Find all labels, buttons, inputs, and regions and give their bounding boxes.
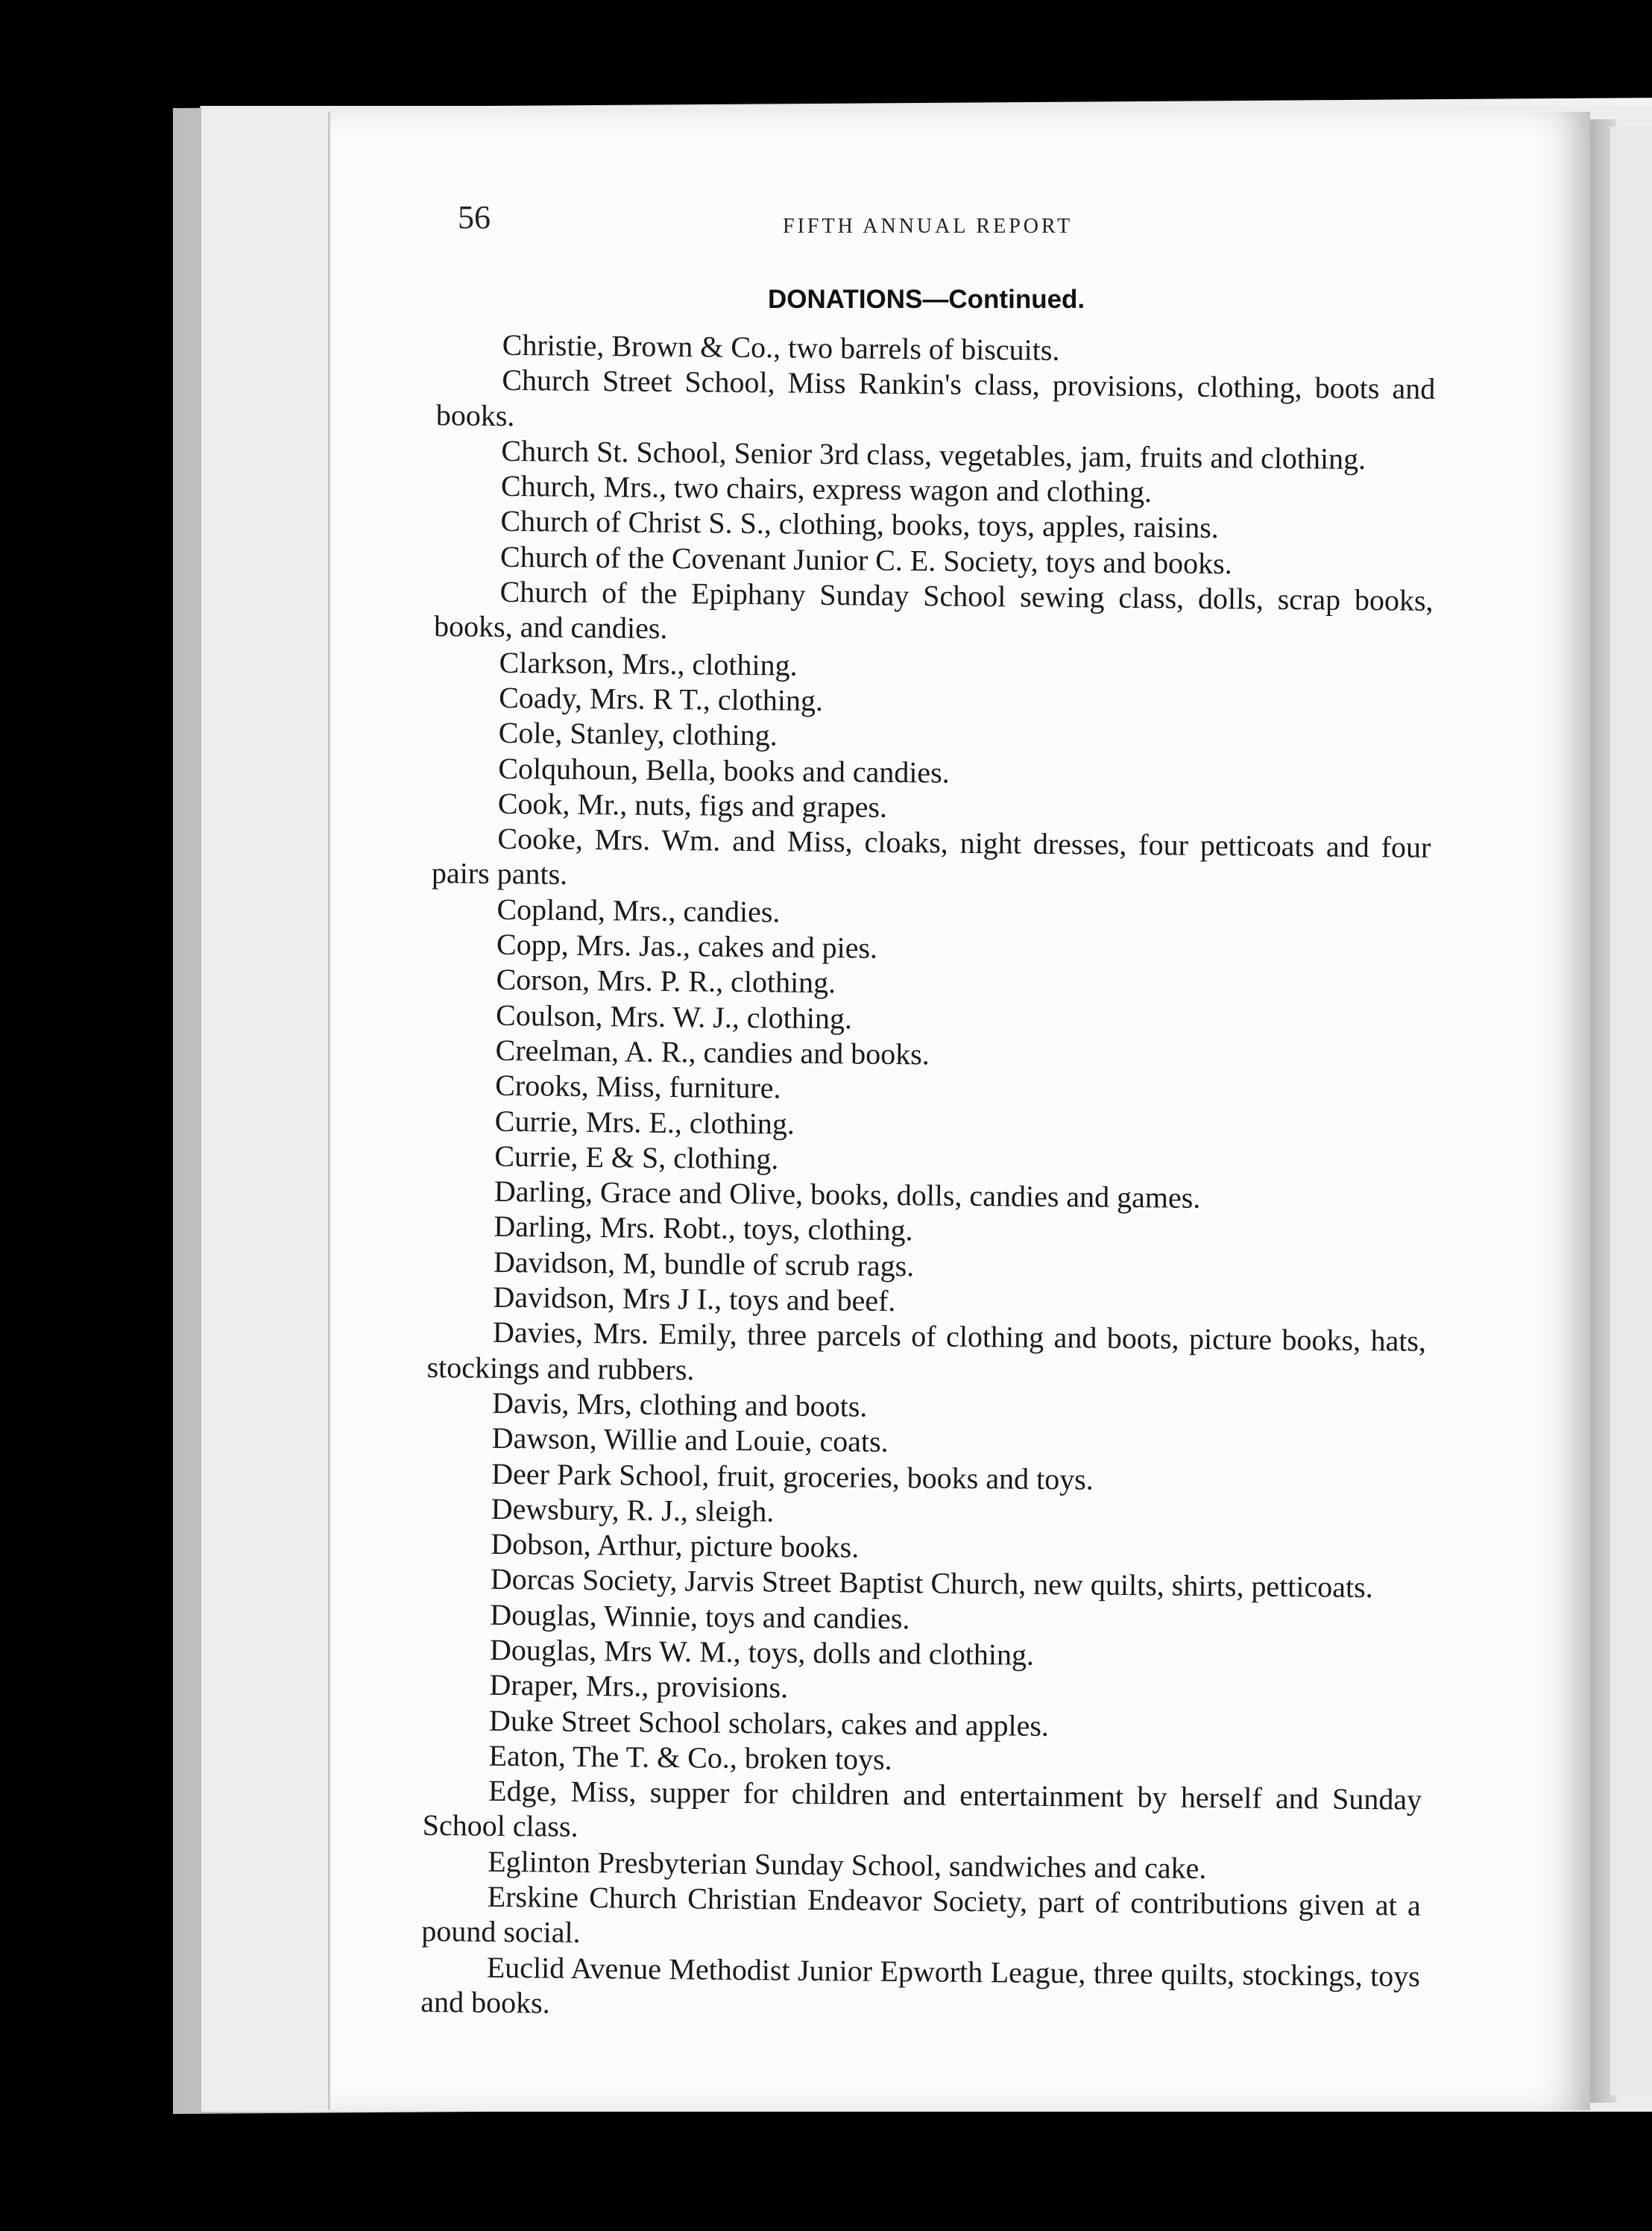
- donation-entry: Douglas, Winnie, toys and candies.: [490, 1597, 910, 1635]
- donation-entry: Eaton, The T. & Co., broken toys.: [488, 1738, 892, 1776]
- donation-entry: Church of the Epiphany Sunday School sewing class, dolls, scrap books, books, and candies.: [433, 574, 1434, 646]
- donation-entry: Cooke, Mrs. Wm. and Miss, cloaks, night dresses, four petticoats and four pairs pants.: [431, 821, 1431, 892]
- donation-entry: Cole, Stanley, clothing.: [498, 716, 778, 752]
- donation-entry: Darling, Mrs. Robt., toys, clothing.: [494, 1209, 913, 1247]
- donation-entry: Church of the Covenant Junior C. E. Society, toys and books.: [499, 539, 1232, 581]
- donation-entry: Clarkson, Mrs., clothing.: [499, 645, 798, 682]
- donation-entry: Darling, Grace and Olive, books, dolls, candies and games.: [494, 1174, 1201, 1215]
- donation-entry: Davis, Mrs, clothing and boots.: [491, 1385, 868, 1423]
- donation-entry: Dewsbury, R. J., sleigh.: [491, 1491, 775, 1529]
- donation-entry: Church St. School, Senior 3rd class, vegetables, jam, fruits and clothing.: [501, 433, 1366, 476]
- donation-entry: Euclid Avenue Methodist Junior Epworth League, three quilts, stockings, toys and books.: [420, 1950, 1421, 2020]
- donation-entry: Cook, Mr., nuts, figs and grapes.: [497, 786, 888, 824]
- donation-entry: Deer Park School, fruit, groceries, books and toys.: [491, 1456, 1094, 1497]
- donation-entry: Coady, Mrs. R T., clothing.: [499, 680, 824, 717]
- donation-entry: Church of Christ S. S., clothing, books, toys, apples, raisins.: [500, 504, 1219, 545]
- donation-entry: Dorcas Society, Jarvis Street Baptist Church, new quilts, shirts, petticoats.: [490, 1562, 1373, 1605]
- donation-entry: Eglinton Presbyterian Sunday School, sandwiches and cake.: [488, 1844, 1207, 1885]
- donation-list: [420, 327, 1436, 2029]
- donation-entry: Copp, Mrs. Jas., cakes and pies.: [496, 927, 878, 965]
- donation-entry: Colquhoun, Bella, books and candies.: [498, 751, 950, 790]
- donation-entry: Dobson, Arthur, picture books.: [491, 1526, 860, 1564]
- donation-entry: Crooks, Miss, furniture.: [495, 1069, 781, 1105]
- donation-entry: Church Street School, Miss Rankin's class, provisions, clothing, boots and books.: [435, 363, 1436, 432]
- donation-entry: Draper, Mrs., provisions.: [489, 1668, 789, 1705]
- donation-entry: Douglas, Mrs W. M., toys, dolls and clothing.: [489, 1632, 1035, 1672]
- section-title: DONATIONS—Continued.: [768, 285, 1085, 314]
- donation-entry: Corson, Mrs. P. R., clothing.: [496, 963, 836, 1000]
- donation-entry: Currie, E & S, clothing.: [494, 1139, 779, 1176]
- donation-entry: Davidson, M, bundle of scrub rags.: [493, 1244, 915, 1283]
- donation-entry: Duke Street School scholars, cakes and apples.: [488, 1703, 1050, 1743]
- running-head: FIFTH ANNUAL REPORT: [783, 215, 1074, 238]
- donation-entry: Creelman, A. R., candies and books.: [495, 1033, 930, 1072]
- donation-entry: Edge, Miss, supper for children and entertainment by herself and Sunday School class.: [422, 1773, 1422, 1844]
- donation-entry: Davies, Mrs. Emily, three parcels of clothing and boots, picture books, hats, stockings and rubbers.: [426, 1315, 1427, 1386]
- donation-entry: Church, Mrs., two chairs, express wagon and clothing.: [500, 469, 1153, 509]
- donation-entry: Currie, Mrs. E., clothing.: [494, 1104, 795, 1141]
- donation-entry: Davidson, Mrs J I., toys and beef.: [493, 1280, 896, 1318]
- donation-entry: Copland, Mrs., candies.: [496, 892, 781, 929]
- donation-entry: Erskine Church Christian Endeavor Society, part of contributions given at a pound social.: [421, 1879, 1421, 1950]
- donation-entry: Coulson, Mrs. W. J., clothing.: [495, 998, 853, 1036]
- page-number: 56: [458, 199, 491, 236]
- donation-entry: Christie, Brown & Co., two barrels of biscuits.: [502, 327, 1060, 368]
- donation-entry: Dawson, Willie and Louie, coats.: [491, 1420, 889, 1459]
- facing-page-edge: [1610, 127, 1652, 2095]
